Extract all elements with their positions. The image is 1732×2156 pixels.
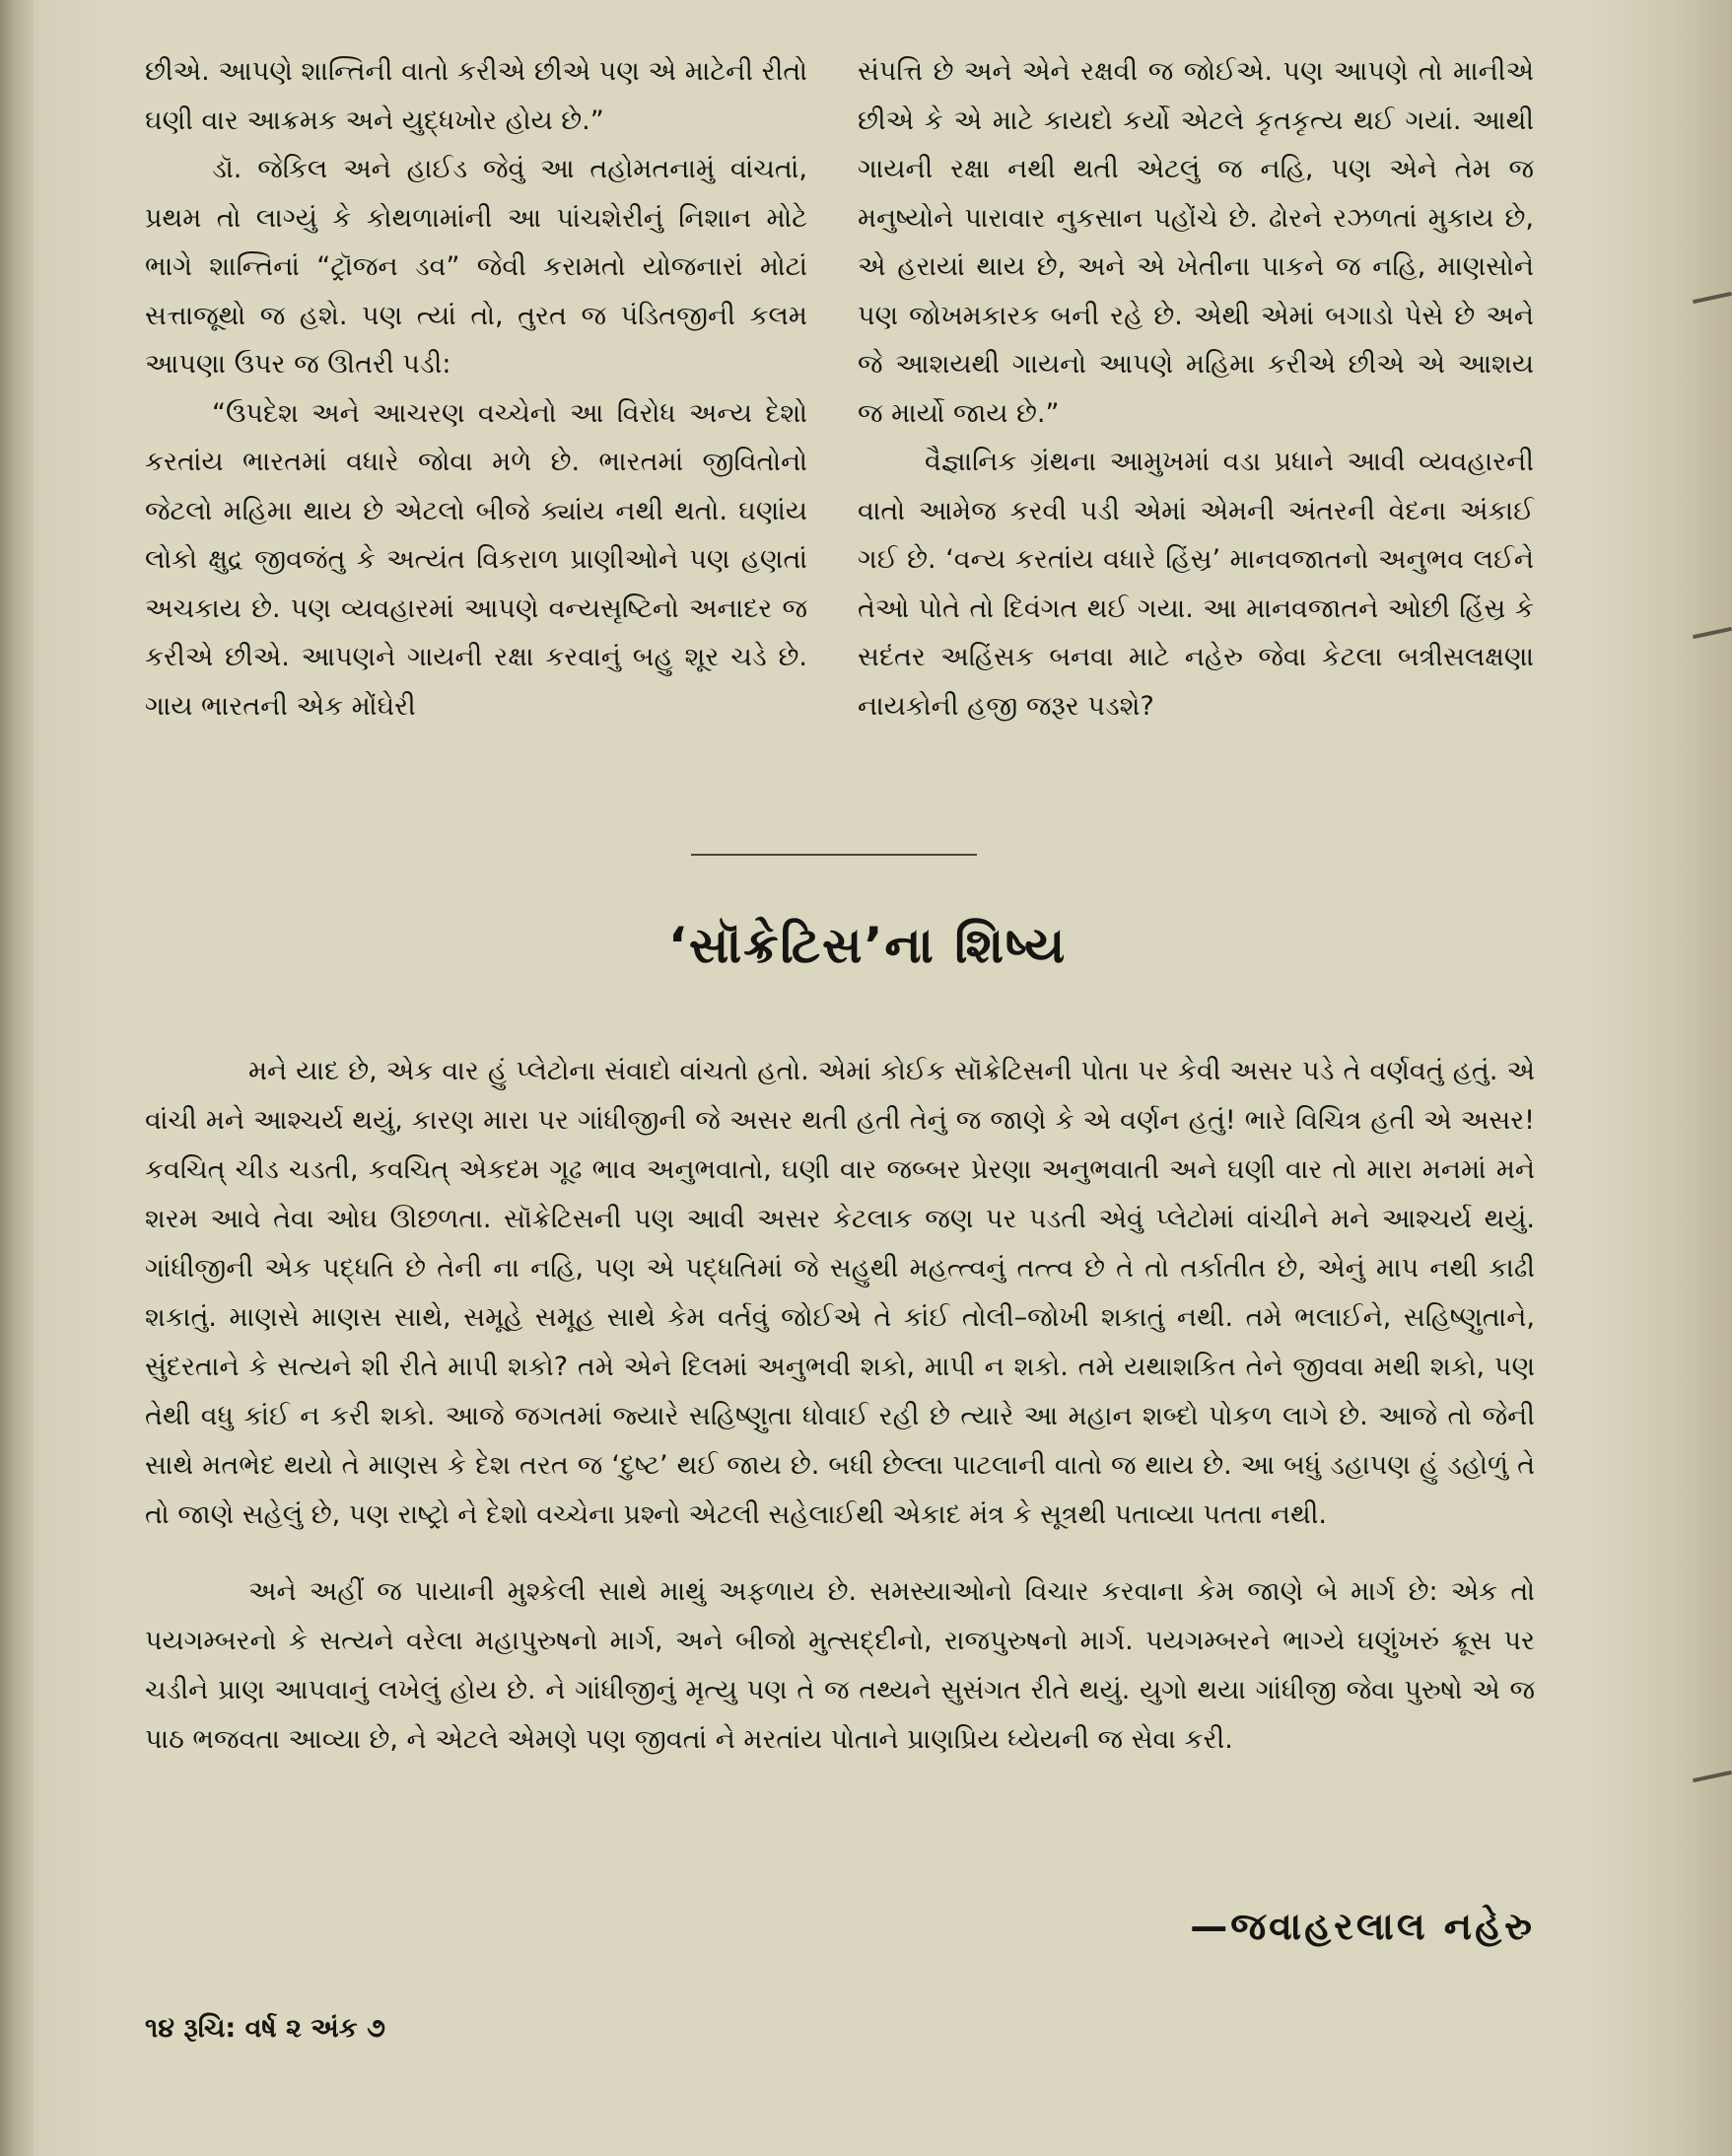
- article-paragraph: મને યાદ છે, એક વાર હું પ્લેટોના સંવાદો વાંચતો હતો. એમાં કોઈક સૉક્રેટિસની પોતા પર કેવી અસર પડે તે વર્ણવતું હતું. એ વાંચી મને આશ્ચર્ય થયું, કારણ મારા પર ગાંધીજીની જે અસર થતી હતી તેનું જ જાણે કે એ વર્ણન હતું! ભારે વિચિત્ર હતી એ અસર! કવચિત્ ચીડ ચડતી, કવચિત્ એકદમ ગૂઢ ભાવ અનુભવાતો, ઘણી વાર જબ્બર પ્રેરણા અનુભવાતી અને ઘણી વાર તો મારા મનમાં મને શરમ આવે તેવા ઓઘ ઊછળતા. સૉક્રેટિસની પણ આવી અસર કેટલાક જણ પર પડતી એવું પ્લેટોમાં વાંચીને મને આશ્ચર્ય થયું. ગાંધીજીની એક પદ્ધતિ છે તેની ના નહિ, પણ એ પદ્ધતિમાં જે સહુથી મહત્ત્વનું તત્ત્વ છે તે તો તર્કાતીત છે, એનું માપ નથી કાઢી શકાતું. માણસે માણસ સાથે, સમૂહે સમૂહ સાથે કેમ વર્તવું જોઈએ તે કાંઈ તોલી–જોખી શકાતું નથી. તમે ભલાઈને, સહિષ્ણુતાને, સુંદરતાને કે સત્યને શી રીતે માપી શકો? તમે એને દિલમાં અનુભવી શકો, માપી ન શકો. તમે યથાશકિત તેને જીવવા મથી શકો, પણ તેથી વધુ કાંઈ ન કરી શકો. આજે જગતમાં જ્યારે સહિષ્ણુતા ધોવાઈ રહી છે ત્યારે આ મહાન શબ્દો પોકળ લાગે છે. આજે તો જેની સાથે મતભેદ થયો તે માણસ કે દેશ તરત જ ‘દુષ્ટ’ થઈ જાય છે. બધી છેલ્લા પાટલાની વાતો જ થાય છે. આ બધું ડહાપણ હું ડહોળું તે તો જાણે સહેલું છે, પણ રાષ્ટ્રો ને દેશો વચ્ચેના પ્રશ્નો એટલી સહેલાઈથી એકાદ મંત્ર કે સૂત્રથી પતાવ્યા પતતા નથી.: [145, 1056, 1535, 1530]
- page-binding-edge: [0, 0, 34, 2156]
- left-paragraph: છીએ. આપણે શાન્તિની વાતો કરીએ છીએ પણ એ માટેની રીતો ઘણી વાર આક્રમક અને યુદ્ધખોર હોય છે.”: [145, 56, 807, 136]
- right-paragraph: વૈજ્ઞાનિક ગ્રંથના આમુખમાં વડા પ્રધાને આવી વ્યવહારની વાતો આમેજ કરવી પડી એમાં એમની અંતરની વેદના અંકાઈ ગઈ છે. ‘વન્ય કરતાંય વધારે હિંસ્ર’ માનવજાતનો અનુભવ લઈને તેઓ પોતે તો દિવંગત થઈ ગયા. આ માનવજાતને ઓછી હિંસ્ર કે સદંતર અહિંસક બનવા માટે નહેરુ જેવા કેટલા બત્રીસલક્ષણા નાયકોની હજી જરૂર પડશે?: [858, 447, 1534, 722]
- section-divider: [691, 854, 977, 856]
- binding-stitch: [1693, 1771, 1732, 1782]
- binding-stitch: [1693, 627, 1732, 639]
- left-paragraph: ડૉ. જેકિલ અને હાઈડ જેવું આ તહોમતનામું વાંચતાં, પ્રથમ તો લાગ્યું કે કોથળામાંની આ પાંચશેરીનું નિશાન મોટે ભાગે શાન્તિનાં “ટ્રૉજન ડવ” જેવી કરામતો યોજનારાં મોટાં સત્તાજૂથો જ હશે. પણ ત્યાં તો, તુરત જ પંડિતજીની કલમ આપણા ઉપર જ ઊતરી પડી:: [145, 154, 807, 380]
- page-footer: ૧૪ રૂચિ: વર્ષ ૨ અંક ૭: [145, 2013, 385, 2044]
- right-paragraph: સંપત્તિ છે અને એને રક્ષવી જ જોઈએ. પણ આપણે તો માનીએ છીએ કે એ માટે કાયદો કર્યો એટલે કૃતકૃત્ય થઈ ગયાં. આથી ગાયની રક્ષા નથી થતી એટલું જ નહિ, પણ એને તેમ જ મનુષ્યોને પારાવાર નુકસાન પહોંચે છે. ઢોરને રઝળતાં મુકાય છે, એ હરાયાં થાય છે, અને એ ખેતીના પાકને જ નહિ, માણસોને પણ જોખમકારક બની રહે છે. એથી એમાં બગાડો પેસે છે અને જે આશયથી ગાયનો આપણે મહિમા કરીએ છીએ એ આશય જ માર્યો જાય છે.”: [858, 56, 1534, 429]
- author-signature: —જવાહરલાલ નહેરુ: [1190, 1905, 1535, 1948]
- left-paragraph: “ઉપદેશ અને આચરણ વચ્ચેનો આ વિરોધ અન્ય દેશો કરતાંય ભારતમાં વધારે જોવા મળે છે. ભારતમાં જીવિતોનો જેટલો મહિમા થાય છે એટલો બીજે ક્યાંય નથી થતો. ઘણાંય લોકો ક્ષુદ્ર જીવજંતુ કે અત્યંત વિકરાળ પ્રાણીઓને પણ હણતાં અચકાય છે. પણ વ્યવહારમાં આપણે વન્યસૃષ્ટિનો અનાદર જ કરીએ છીએ. આપણને ગાયની રક્ષા કરવાનું બહુ શૂર ચડે છે. ગાય ભારતની એક મોંઘેરી: [145, 397, 807, 722]
- left-column: [145, 47, 807, 730]
- right-column: [858, 47, 1534, 730]
- binding-stitch: [1693, 292, 1732, 304]
- article-title: ‘સૉક્રેટિસ’ના શિષ્ય: [667, 917, 1068, 974]
- article-body: [145, 1047, 1535, 1765]
- article-paragraph: અને અહીં જ પાયાની મુશ્કેલી સાથે માથું અફળાય છે. સમસ્યાઓનો વિચાર કરવાના કેમ જાણે બે માર્ગ છે: એક તો પયગમ્બરનો કે સત્યને વરેલા મહાપુરુષનો માર્ગ, અને બીજો મુત્સદ્દીનો, રાજપુરુષનો માર્ગ. પયગમ્બરને ભાગ્યે ઘણુંખરું ક્રૂસ પર ચડીને પ્રાણ આપવાનું લખેલું હોય છે. ને ગાંધીજીનું મૃત્યુ પણ તે જ તથ્યને સુસંગત રીતે થયું. યુગો થયા ગાંધીજી જેવા પુરુષો એ જ પાઠ ભજવતા આવ્યા છે, ને એટલે એમણે પણ જીવતાં ને મરતાંય પોતાને પ્રાણપ્રિય ધ્યેયની જ સેવા કરી.: [145, 1576, 1535, 1755]
